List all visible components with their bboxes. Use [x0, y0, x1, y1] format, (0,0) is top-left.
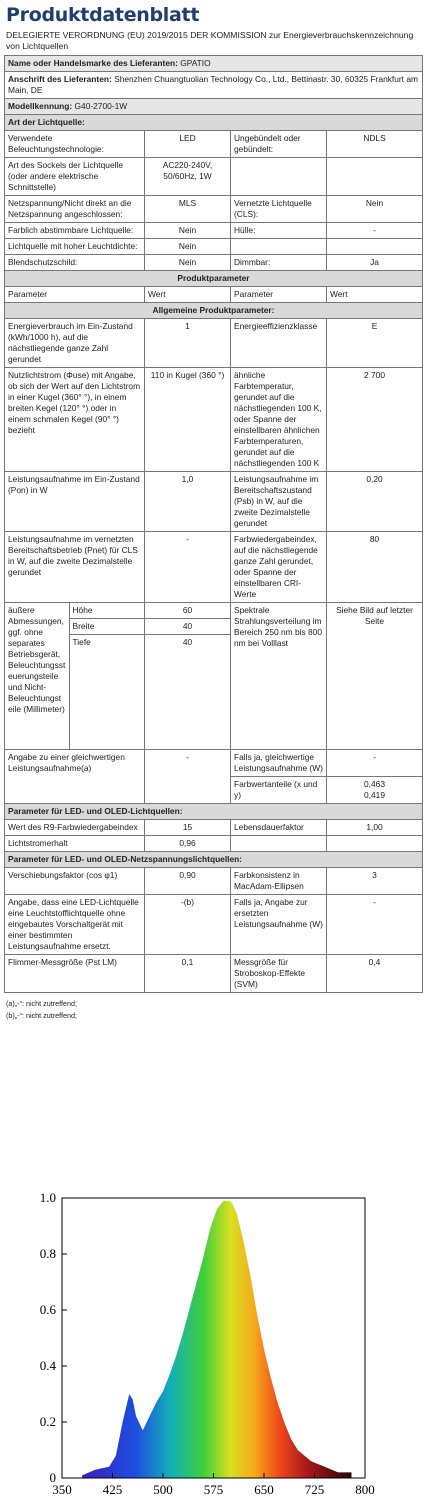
supplier-address: Shenzhen Chuangtuolian Technology Co., Ltd., Bettinastr. 30, 60325 Frankfurt am Main, DE — [8, 74, 418, 95]
datasheet — [4, 0, 422, 1022]
page-subtitle: DELEGIERTE VERORDNUNG (EU) 2019/2015 DER KOMMISSION zur Energieverbrauchskennzeichnung von Lichtquellen — [6, 30, 414, 51]
table-row: Lichtstromerhalt 0,96 — [5, 836, 423, 852]
supplier-table — [4, 55, 423, 993]
model-label: Modellkennung: — [8, 101, 73, 111]
table-row: Flimmer-Messgröße (Pst LM) 0,1 Messgröße für Stroboskop-Effekte (SVM) 0,4 — [5, 955, 423, 993]
x-tick-label: 650 — [254, 1482, 274, 1497]
spectrum-svg — [0, 1180, 425, 1500]
supplier-name: GPATIO — [180, 58, 211, 68]
x-tick-label: 425 — [102, 1482, 123, 1497]
x-tick-label: 725 — [304, 1482, 325, 1497]
table-row: Lichtquelle mit hoher Leuchtdichte: Nein — [5, 239, 423, 255]
table-row: Nutzlichtstrom (Φuse) mit Angabe, ob sich der Wert auf den Lichtstrom in einer Kugel (360° °), in einem breiten Kegel (120° °) oder in einem schmalen Kegel (90° °) bezieht 110 in Kugel (360 °) ähnliche Farbtemperatur, gerundet auf die nächstliegenden 100 K, oder Spanne der einstellbaren ähnlichen Farbtemperaturen, gerundet auf die nächstliegenden 100 K 2 700 — [5, 368, 423, 472]
table-row: Verschiebungsfaktor (cos φ1) 0,90 Farbkonsistenz in MacAdam-Ellipsen 3 — [5, 868, 423, 895]
page-title: Produktdatenblatt — [6, 4, 200, 26]
table-row: Farbwertanteile (x und y) 0,463 0,419 — [5, 777, 423, 804]
height-value: 60 — [145, 603, 230, 619]
y-tick-label: 0.2 — [39, 1414, 56, 1429]
type-heading: Art der Lichtquelle: — [5, 115, 423, 131]
table-row: Netzspannung/Nicht direkt an die Netzspannung angeschlossen: MLS Vernetzte Lichtquelle (CLS): Nein — [5, 196, 423, 223]
footnote-b: (b)„-“: nicht zutreffend; — [6, 1011, 77, 1020]
model-id: G40-2700-1W — [74, 101, 128, 111]
x-tick-label: 800 — [355, 1482, 375, 1497]
table-row: Farblich abstimmbare Lichtquelle: Nein Hülle: - — [5, 223, 423, 239]
spectrum-chart — [0, 1180, 425, 1500]
y-tick-label: 1.0 — [39, 1190, 56, 1205]
table-row: Blendschutzschild: Nein Dimmbar: Ja — [5, 255, 423, 271]
y-tick-label: 0.8 — [39, 1246, 56, 1261]
y-tick-label: 0.4 — [39, 1358, 56, 1373]
dimensions-row: äußere Abmessungen, ggf. ohne separates Betriebsgerät, Beleuchtungssteuerungsteile und Nicht-Beleuchtungsteile (Millimeter) Höhe Breite Tiefe 60 40 40 Spektrale Strahlungsverteilung im Bereich 250 nm bis 800 nm bei Volllast Siehe Bild auf letzter Seite — [5, 603, 423, 750]
y-tick-label: 0 — [49, 1470, 56, 1485]
general-params-heading: Allgemeine Produktparameter: — [5, 303, 423, 319]
mains-heading: Parameter für LED- und OLED-Netzspannungslichtquellen: — [5, 852, 423, 868]
footnotes — [6, 998, 422, 1022]
depth-value: 40 — [182, 637, 193, 647]
supplier-address-label: Anschrift des Lieferanten: — [8, 74, 112, 84]
table-row: Angabe, dass eine LED-Lichtquelle eine Leuchtstofflichtquelle ohne eingebautes Vorschaltgerät mit einer bestimmten Leistungsaufnahme ersetzt. -(b) Falls ja, Angabe zur ersetzten Leistungsaufnahme (W) - — [5, 895, 423, 955]
width-value: 40 — [145, 619, 230, 635]
led-heading: Parameter für LED- und OLED-Lichtquellen: — [5, 804, 423, 820]
x-tick-label: 350 — [52, 1482, 72, 1497]
table-row: Verwendete Beleuchtungstechnologie: LED Ungebündelt oder gebündelt: NDLS — [5, 131, 423, 158]
x-tick-label: 500 — [153, 1482, 173, 1497]
supplier-name-label: Name oder Handelsmarke des Lieferanten: — [8, 58, 178, 68]
x-tick-label: 575 — [203, 1482, 224, 1497]
column-headers: Parameter Wert Parameter Wert — [5, 287, 423, 303]
table-row: Leistungsaufnahme im vernetzten Bereitschaftsbetrieb (Pnet) für CLS in W, auf die zweite Dezimalstelle gerundet - Farbwiedergabeindex, auf die nächstliegende ganze Zahl gerundet, oder Spanne der einstellbaren CRI-Werte 80 — [5, 532, 423, 603]
table-row: Leistungsaufnahme im Ein-Zustand (Pon) in W 1,0 Leistungsaufnahme im Bereitschaftszustand (Psb) in W, auf die zweite Dezimalstelle gerundet 0,20 — [5, 472, 423, 532]
y-tick-label: 0.6 — [39, 1302, 56, 1317]
spectrum-area — [82, 1201, 351, 1478]
dimensions-label: äußere Abmessungen, ggf. ohne separates Betriebsgerät, Beleuchtungssteuerungsteile und Nicht-Beleuchtungsteile (Millimeter) — [5, 603, 69, 749]
table-row: Wert des R9-Farbwiedergabeindex 15 Lebensdauerfaktor 1,00 — [5, 820, 423, 836]
table-row: Energieverbrauch im Ein-Zustand (kWh/1000 h), auf die nächstliegende ganze Zahl gerundet 1 Energieeffizienzklasse E — [5, 319, 423, 368]
product-params-heading: Produktparameter — [5, 271, 423, 287]
footnote-a: (a)„-“: nicht zutreffend; — [6, 999, 77, 1008]
table-row: Angabe zu einer gleichwertigen Leistungsaufnahme(a) - Falls ja, gleichwertige Leistungsaufnahme (W) - — [5, 750, 423, 777]
table-row: Art des Sockels der Lichtquelle (oder andere elektrische Schnittstelle) AC220-240V, 50/60Hz, 1W — [5, 158, 423, 196]
